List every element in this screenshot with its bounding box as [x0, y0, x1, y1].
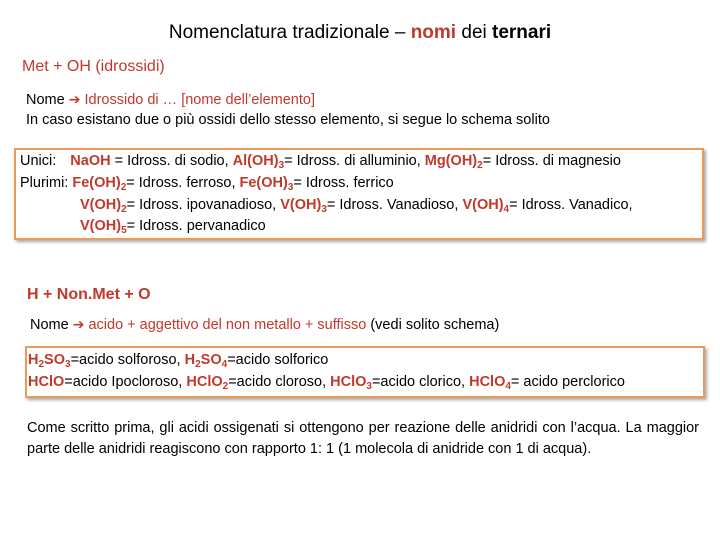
al-name: = Idross. di alluminio, [284, 153, 425, 169]
hclo4-name: = acido perclorico [510, 374, 625, 390]
formula-v3: V(OH) [280, 197, 322, 213]
formula-hclo3-sub: 3 [366, 381, 372, 392]
title-emph-ternari: ternari [492, 22, 552, 43]
hydroxides-box [14, 148, 704, 240]
mg-name: = Idross. di magnesio [482, 153, 621, 169]
formula-fe2: Fe(OH) [72, 175, 121, 191]
v5-name: = Idross. pervanadico [126, 218, 266, 234]
formula-fe3: Fe(OH) [239, 175, 288, 191]
hclo-name: =acido Ipocloroso, [64, 374, 187, 390]
section1-heading: Met + OH (idrossidi) [22, 58, 165, 75]
formula-hclo2: HClO [186, 374, 223, 390]
rule2-prefix: Nome [30, 317, 73, 333]
formula-hclo4: HClO [469, 374, 506, 390]
formula-hclo: HClO [28, 374, 65, 390]
plurimi-line [20, 175, 394, 191]
section1-rule [26, 91, 315, 108]
formula-hclo4-sub: 4 [505, 381, 511, 392]
unici-line [20, 153, 621, 169]
formula-v4-sub: 4 [503, 204, 510, 215]
formula-v4: V(OH) [462, 197, 504, 213]
formula-na: Na [70, 153, 89, 169]
section2-heading: H + Non.Met + O [27, 286, 151, 303]
v3-name: = Idross. Vanadioso, [326, 197, 463, 213]
page-title [0, 22, 720, 44]
formula-v5: V(OH) [80, 218, 122, 234]
fe3-name: = Idross. ferrico [293, 175, 394, 191]
rule-prefix: Nome [26, 92, 69, 108]
formula-h2so4-so: SO [200, 352, 222, 368]
rule-text: Idrossido di … [nome dell’elemento] [84, 92, 315, 108]
formula-mg: Mg(OH) [424, 153, 478, 169]
vanadium-line-2 [80, 218, 266, 234]
formula-hclo3: HClO [330, 374, 367, 390]
section2-rule [30, 316, 499, 333]
v4-name: = Idross. Vanadico, [509, 197, 633, 213]
naoh-name: = Idross. di sodio, [110, 153, 233, 169]
formula-mg-sub: 2 [477, 160, 483, 171]
formula-hclo2-sub: 2 [222, 381, 229, 392]
formula-v2: V(OH) [80, 197, 122, 213]
title-prefix: Nomenclatura tradizionale – [168, 22, 411, 43]
h2so3-name: =acido solforoso, [70, 352, 185, 368]
formula-h2so3-h: H [28, 352, 39, 368]
title-emph-nomi: nomi [410, 22, 457, 43]
fe2-name: = Idross. ferroso, [126, 175, 240, 191]
chlorine-acids-line [28, 374, 625, 390]
arrow-right-icon: ➔ [72, 316, 85, 332]
formula-h2so4-sub2: 4 [221, 359, 228, 370]
rule2-suffix: (vedi solito schema) [366, 317, 500, 333]
h2so4-name: =acido solforico [227, 352, 329, 368]
formula-al: Al(OH) [232, 153, 279, 169]
hclo3-name: =acido clorico, [371, 374, 470, 390]
formula-v3-sub: 3 [321, 204, 327, 215]
formula-h2so4-sub1: 2 [195, 359, 201, 370]
formula-al-sub: 3 [278, 160, 285, 171]
plurimi-label: Plurimi: [20, 175, 69, 191]
unici-label: Unici: [20, 153, 57, 169]
hclo2-name: =acido cloroso, [228, 374, 331, 390]
formula-h2so4-h: H [184, 352, 196, 368]
formula-v5-sub: 5 [121, 225, 127, 236]
sulfur-acids-line [28, 352, 328, 368]
formula-fe3-sub: 3 [287, 182, 294, 193]
rule2-text: acido + aggettivo del non metallo + suffisso [88, 317, 367, 333]
formula-na-oh: OH [88, 153, 111, 169]
vanadium-line-1 [80, 197, 633, 213]
formula-h2so3-so: SO [44, 352, 65, 368]
formula-h2so3-sub2: 3 [65, 359, 71, 370]
title-middle: dei [456, 22, 493, 43]
arrow-right-icon: ➔ [68, 91, 81, 107]
section1-note: In caso esistano due o più ossidi dello stesso elemento, si segue lo schema solito [26, 112, 550, 128]
formula-h2so3-sub1: 2 [38, 359, 45, 370]
formula-fe2-sub: 2 [120, 182, 127, 193]
explanation-paragraph: Come scritto prima, gli acidi ossigenati si ottengono per reazione delle anidridi con l’acqua. La maggior parte delle anidridi reagiscono con rapporto 1: 1 (1 molecola di anidride con 1 di acqua). [27, 420, 699, 457]
v2-name: = Idross. ipovanadioso, [126, 197, 281, 213]
formula-v2-sub: 2 [121, 204, 127, 215]
acids-box [25, 346, 705, 398]
